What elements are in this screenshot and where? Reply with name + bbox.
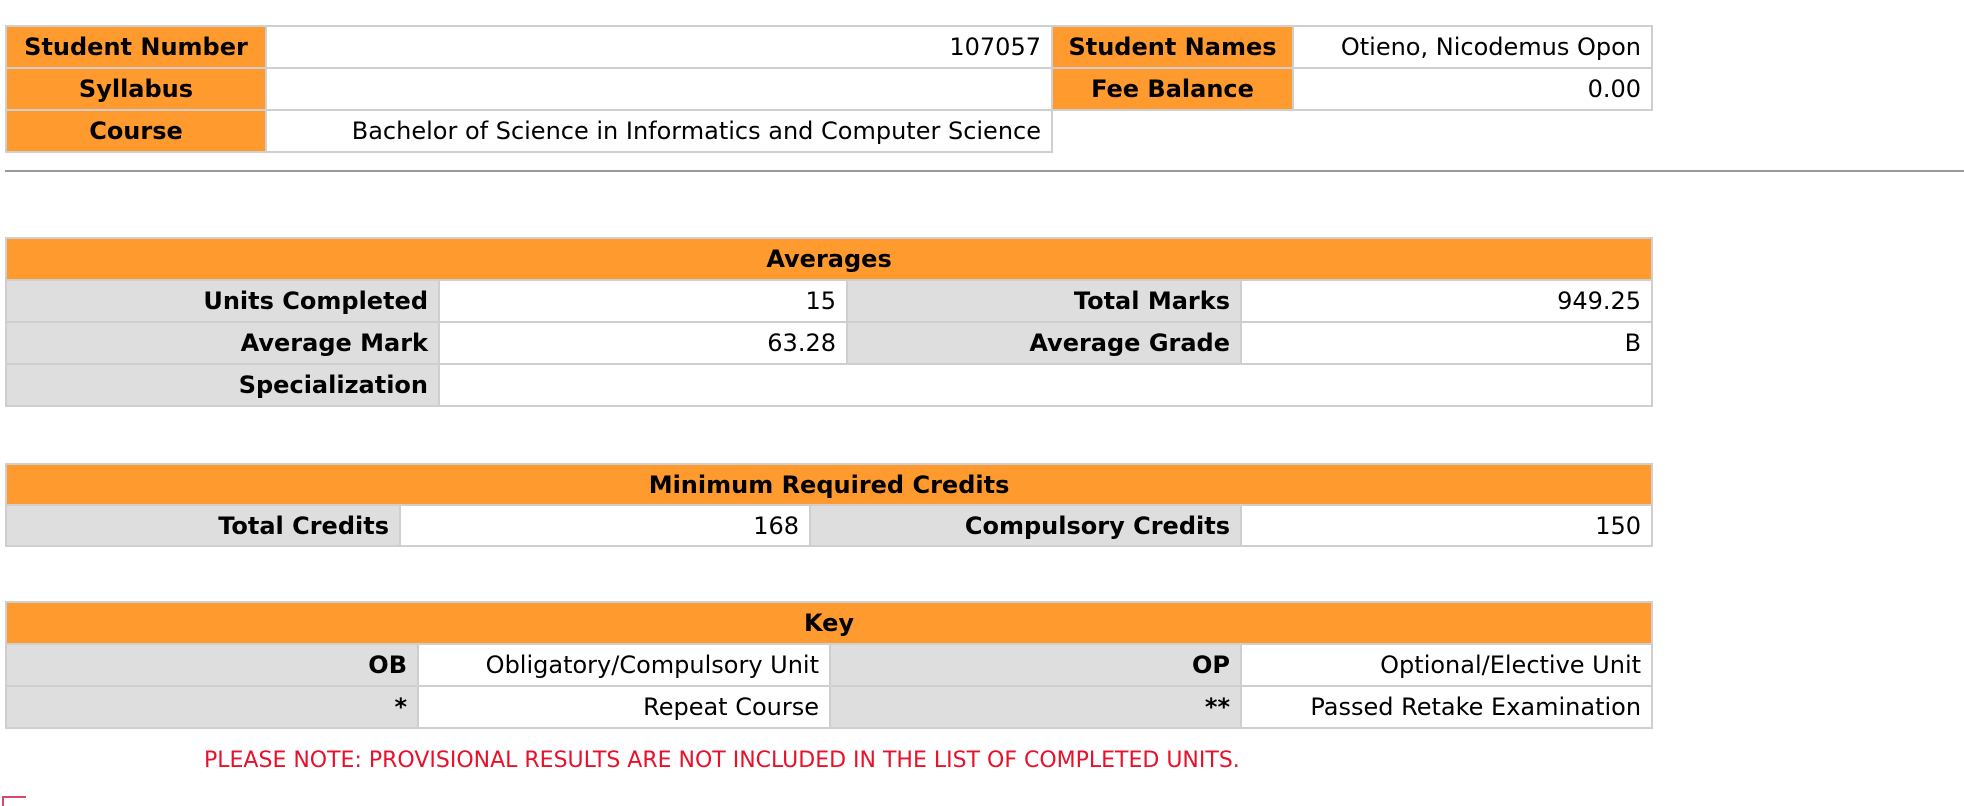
empty-cell — [1052, 110, 1652, 152]
table-row — [6, 505, 1652, 546]
section-divider — [5, 170, 1964, 172]
student-info-table — [5, 25, 1653, 153]
credits-title: Minimum Required Credits — [6, 464, 1652, 505]
key-title: Key — [6, 602, 1652, 644]
average-grade-value: B — [1241, 322, 1652, 364]
average-mark-value: 63.28 — [439, 322, 847, 364]
specialization-value — [439, 364, 1652, 406]
key-code: OB — [6, 644, 418, 686]
table-row — [6, 686, 1652, 728]
syllabus-value — [266, 68, 1052, 110]
average-grade-label: Average Grade — [847, 322, 1241, 364]
key-description: Passed Retake Examination — [1241, 686, 1652, 728]
key-table — [5, 601, 1653, 729]
key-description: Repeat Course — [418, 686, 830, 728]
student-names-label: Student Names — [1052, 26, 1293, 68]
course-value: Bachelor of Science in Informatics and Computer Science — [266, 110, 1052, 152]
student-number-value: 107057 — [266, 26, 1052, 68]
table-header-row — [6, 464, 1652, 505]
syllabus-label: Syllabus — [6, 68, 266, 110]
compulsory-credits-value: 150 — [1241, 505, 1652, 546]
calendar-icon[interactable] — [2, 796, 26, 806]
total-credits-label: Total Credits — [6, 505, 400, 546]
page-heading-fragment — [940, 0, 1140, 4]
table-row — [6, 110, 1652, 152]
provisional-results-note: PLEASE NOTE: PROVISIONAL RESULTS ARE NOT INCLUDED IN THE LIST OF COMPLETED UNITS. — [204, 748, 1240, 773]
total-marks-value: 949.25 — [1241, 280, 1652, 322]
credits-table — [5, 463, 1653, 547]
key-description: Optional/Elective Unit — [1241, 644, 1652, 686]
key-code: ** — [830, 686, 1241, 728]
total-marks-label: Total Marks — [847, 280, 1241, 322]
average-mark-label: Average Mark — [6, 322, 439, 364]
table-row — [6, 26, 1652, 68]
total-credits-value: 168 — [400, 505, 810, 546]
fee-balance-value: 0.00 — [1293, 68, 1652, 110]
fee-balance-label: Fee Balance — [1052, 68, 1293, 110]
units-completed-value: 15 — [439, 280, 847, 322]
averages-table — [5, 237, 1653, 407]
units-completed-label: Units Completed — [6, 280, 439, 322]
course-label: Course — [6, 110, 266, 152]
table-row — [6, 280, 1652, 322]
student-number-label: Student Number — [6, 26, 266, 68]
compulsory-credits-label: Compulsory Credits — [810, 505, 1241, 546]
table-row — [6, 68, 1652, 110]
table-row — [6, 364, 1652, 406]
key-code: OP — [830, 644, 1241, 686]
key-description: Obligatory/Compulsory Unit — [418, 644, 830, 686]
table-header-row — [6, 602, 1652, 644]
student-names-value: Otieno, Nicodemus Opon — [1293, 26, 1652, 68]
table-row — [6, 322, 1652, 364]
specialization-label: Specialization — [6, 364, 439, 406]
key-code: * — [6, 686, 418, 728]
table-header-row — [6, 238, 1652, 280]
averages-title: Averages — [6, 238, 1652, 280]
table-row — [6, 644, 1652, 686]
